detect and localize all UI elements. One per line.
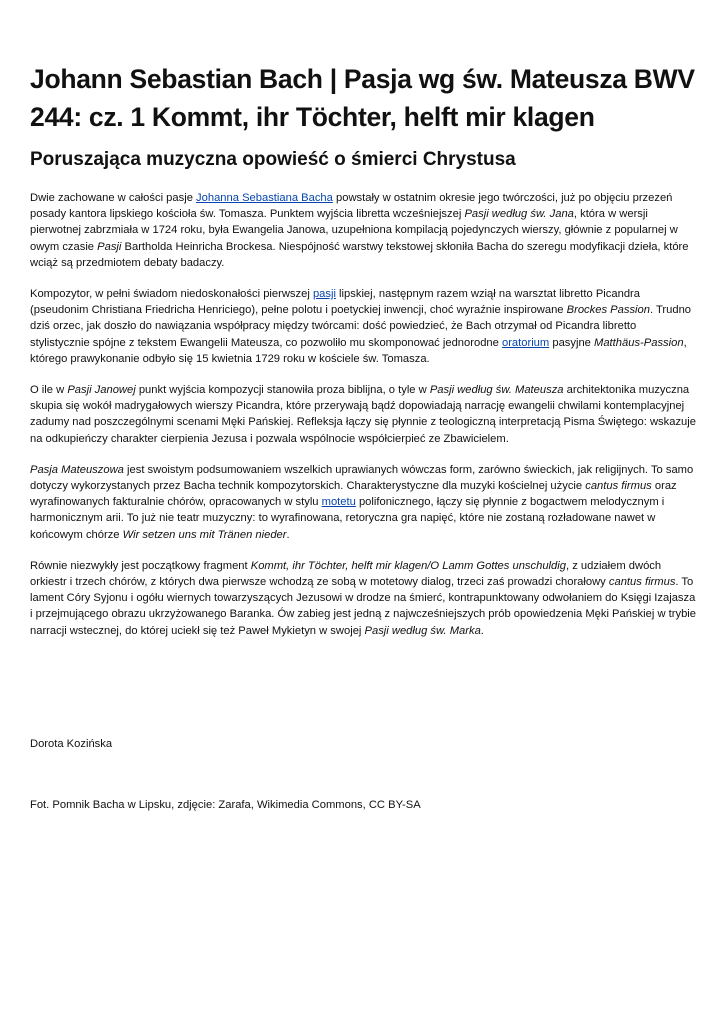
p4-text-b: oraz wyrafinowanych fakturalnie chórów, opracowanych w stylu bbox=[30, 480, 677, 509]
article-body bbox=[30, 190, 698, 654]
p2-italic-1: Brockes Passion bbox=[566, 304, 650, 317]
p2-text-a: Kompozytor, w pełni świadom niedoskonałości pierwszej bbox=[30, 288, 313, 301]
paragraph-1 bbox=[30, 190, 698, 271]
p1-text-a: Dwie zachowane w całości pasje bbox=[30, 192, 197, 204]
p5-text-d: . bbox=[480, 624, 484, 637]
link-motet[interactable]: motetu bbox=[321, 496, 356, 509]
p1-italic-2: Pasji bbox=[97, 240, 122, 253]
p5-italic-3: Pasji według św. Marka bbox=[364, 624, 481, 637]
p1-text-b: powstały w ostatnim okresie jego twórczości, już po objęciu przezeń posady kantora lipskiego kościoła św. Tomasza. Punktem wyjścia libretta wcześniejszej bbox=[30, 192, 673, 221]
p4-text-d: . bbox=[286, 528, 290, 541]
p3-text-b: punkt wyjścia kompozycji stanowiła proza biblijna, o tyle w bbox=[135, 384, 430, 397]
p3-text-a: O ile w bbox=[30, 384, 68, 397]
p4-italic-1: Pasja Mateuszowa bbox=[30, 463, 124, 476]
p2-text-e: , którego prawykonanie odbyło się 15 kwietnia 1729 roku w kościele św. Tomasza. bbox=[30, 336, 687, 365]
p1-text-d: Bartholda Heinricha Brockesa. Niespójność warstwy tekstowej skłoniła Bacha do szeregu modyfikacji dzieła, które wciąż są przedmiotem debaty badaczy. bbox=[30, 240, 689, 269]
paragraph-3 bbox=[30, 382, 698, 447]
p4-text-a: jest swoistym podsumowaniem wszelkich uprawianych wówczas form, zarówno świeckich, jak religijnych. To samo dotyczy wykorzystanych przez Bacha technik kompozytorskich. Charakterystyczne dla muzyki kościelnej użycie bbox=[30, 463, 694, 493]
p3-italic-1: Pasji Janowej bbox=[67, 384, 136, 397]
paragraph-2 bbox=[30, 286, 698, 367]
paragraph-5 bbox=[30, 558, 698, 639]
p1-italic-1: Pasji według św. Jana bbox=[464, 208, 574, 221]
link-johann-sebastian-bach[interactable]: Johanna Sebastiana Bacha bbox=[196, 192, 333, 204]
photo-credit: Fot. Pomnik Bacha w Lipsku, zdjęcie: Zarafa, Wikimedia Commons, CC BY-SA bbox=[30, 799, 421, 811]
p5-italic-2: cantus firmus bbox=[608, 576, 676, 589]
p4-italic-3: Wir setzen uns mit Tränen nieder bbox=[122, 528, 287, 541]
p3-text-c: architektonika muzyczna skupia się wokół madrygałowych wierszy Picandra, które przerywają bądź dopowiadają narrację ewangelii chwilami kontemplacyjnej zadumy nad poszczególnymi scenami Męki Pańskiej. Refleksja łączy się płynnie z teologiczną interpretacją Pisma Świętego: wskazuje na odkupieńczy charakter cierpienia Jezusa i pozwala wspólnocie współcierpieć ze Zbawicielem. bbox=[30, 384, 696, 445]
article-subtitle: Poruszająca muzyczna opowieść o śmierci Chrystusa bbox=[30, 149, 516, 170]
p5-italic-1: Kommt, ihr Töchter, helft mir klagen/O Lamm Gottes unschuldig bbox=[250, 559, 566, 572]
p2-text-d: pasyjne bbox=[549, 336, 595, 349]
p2-text-c: . Trudno dziś orzec, jak doszło do nawiązania współpracy między twórcami: dość powiedzieć, że Bach otrzymał od Picandra libretto stylistycznie spójne z tekstem Ewangelii Mateusza, co pozwoliło mu skomponować jednorodne bbox=[30, 304, 692, 349]
p5-text-c: . To lament Córy Syjonu i ogółu wiernych towarzyszących Jezusowi w drodze na śmierć, kontrapunktowany odwołaniem do Księgi Izajasza i przejmującego obrazu ukrzyżowanego Baranka. Ów zabieg jest jedną z najwcześniejszych prób opowiedzenia Męki Pańskiej w trybie narracji wstecznej, do której uciekł się też Paweł Mykietyn w swojej bbox=[30, 576, 696, 637]
p2-text-b: lipskiej, następnym razem wziął na warsztat libretto Picandra (pseudonim Christiana Friedricha Henriciego), pełne polotu i poetyckiej inwencji, choć wyraźnie inspirowane bbox=[30, 288, 641, 317]
author-name: Dorota Kozińska bbox=[30, 738, 113, 750]
link-pasja[interactable]: pasji bbox=[312, 288, 336, 301]
p4-text-c: polifonicznego, łączy się płynnie z bogactwem melodycznym i harmonicznym arii. To już nie teatr muzyczny: to wyrafinowana, retoryczna gra napięć, które nie zostaną rozładowane nawet w końcowym chórze bbox=[30, 496, 665, 541]
article-title: Johann Sebastian Bach | Pasja wg św. Mateusza BWV 244: cz. 1 Kommt, ihr Töchter, helft mir klagen bbox=[30, 64, 695, 132]
p5-text-b: , z udziałem dwóch orkiestr i trzech chórów, z których dwa pierwsze wchodzą ze sobą w motetowy dialog, trzeci zaś prowadzi chorałowy bbox=[30, 559, 662, 589]
paragraph-4 bbox=[30, 462, 698, 543]
p2-italic-2: Matthäus-Passion bbox=[594, 336, 684, 349]
p1-text-c: , która w wersji pierwotnej zabrzmiała w 1724 roku, była Ewangelia Janowa, uzupełniona kompilacją pojedynczych wierszy, głównie z popularnej w owym czasie bbox=[30, 208, 678, 253]
p3-italic-2: Pasji według św. Mateusza bbox=[429, 384, 564, 397]
p5-text-a: Równie niezwykły jest początkowy fragment bbox=[30, 559, 251, 572]
p4-italic-2: cantus firmus bbox=[585, 480, 652, 493]
link-oratorium[interactable]: oratorium bbox=[501, 336, 550, 349]
